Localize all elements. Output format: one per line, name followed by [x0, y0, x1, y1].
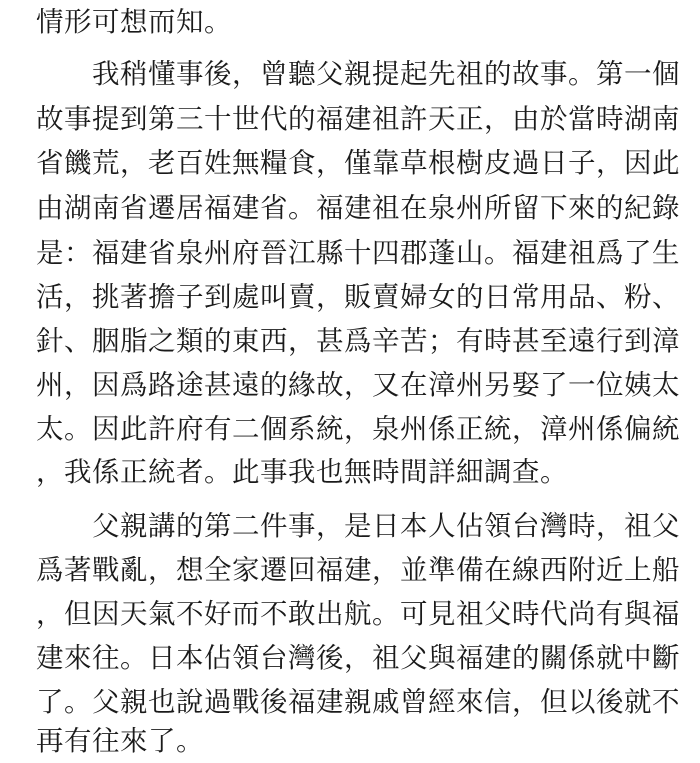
text-line: ，我係正統者。此事我也無時間詳細調查。: [36, 456, 568, 488]
text-line: 由湖南省遷居福建省。福建祖在泉州所留下來的紀錄: [36, 192, 680, 224]
paragraph-start-line: 父親講的第二件事，是日本人佔領台灣時，祖父: [92, 510, 680, 542]
text-line: 省饑荒，老百姓無糧食，僅靠草根樹皮過日子，因此: [36, 147, 680, 179]
text-line: 活，挑著擔子到處叫賣，販賣婦女的日常用品、粉、: [36, 281, 680, 313]
text-line: 爲著戰亂，想全家遷回福建，並準備在線西附近上船: [36, 554, 680, 586]
text-line: 情形可想而知。: [36, 6, 232, 38]
text-line: 針、胭脂之類的東西，甚爲辛苦；有時甚至遠行到漳: [36, 325, 680, 357]
text-line: 了。父親也說過戰後福建親戚曾經來信，但以後就不: [36, 686, 680, 718]
text-line: 故事提到第三十世代的福建祖許天正，由於當時湖南: [36, 103, 680, 135]
text-line: ，但因天氣不好而不敢出航。可見祖父時代尚有與福: [36, 598, 680, 630]
text-line: 太。因此許府有二個系統，泉州係正統，漳州係偏統: [36, 413, 680, 445]
paragraph-start-line: 我稍懂事後，曾聽父親提起先祖的故事。第一個: [92, 58, 680, 90]
text-line: 再有往來了。: [36, 725, 204, 757]
text-line: 是：福建省泉州府晉江縣十四郡蓬山。福建祖爲了生: [36, 237, 680, 269]
text-line: 州，因爲路途甚遠的緣故，又在漳州另娶了一位姨太: [36, 369, 680, 401]
text-line: 建來往。日本佔領台灣後，祖父與福建的關係就中斷: [36, 642, 680, 674]
